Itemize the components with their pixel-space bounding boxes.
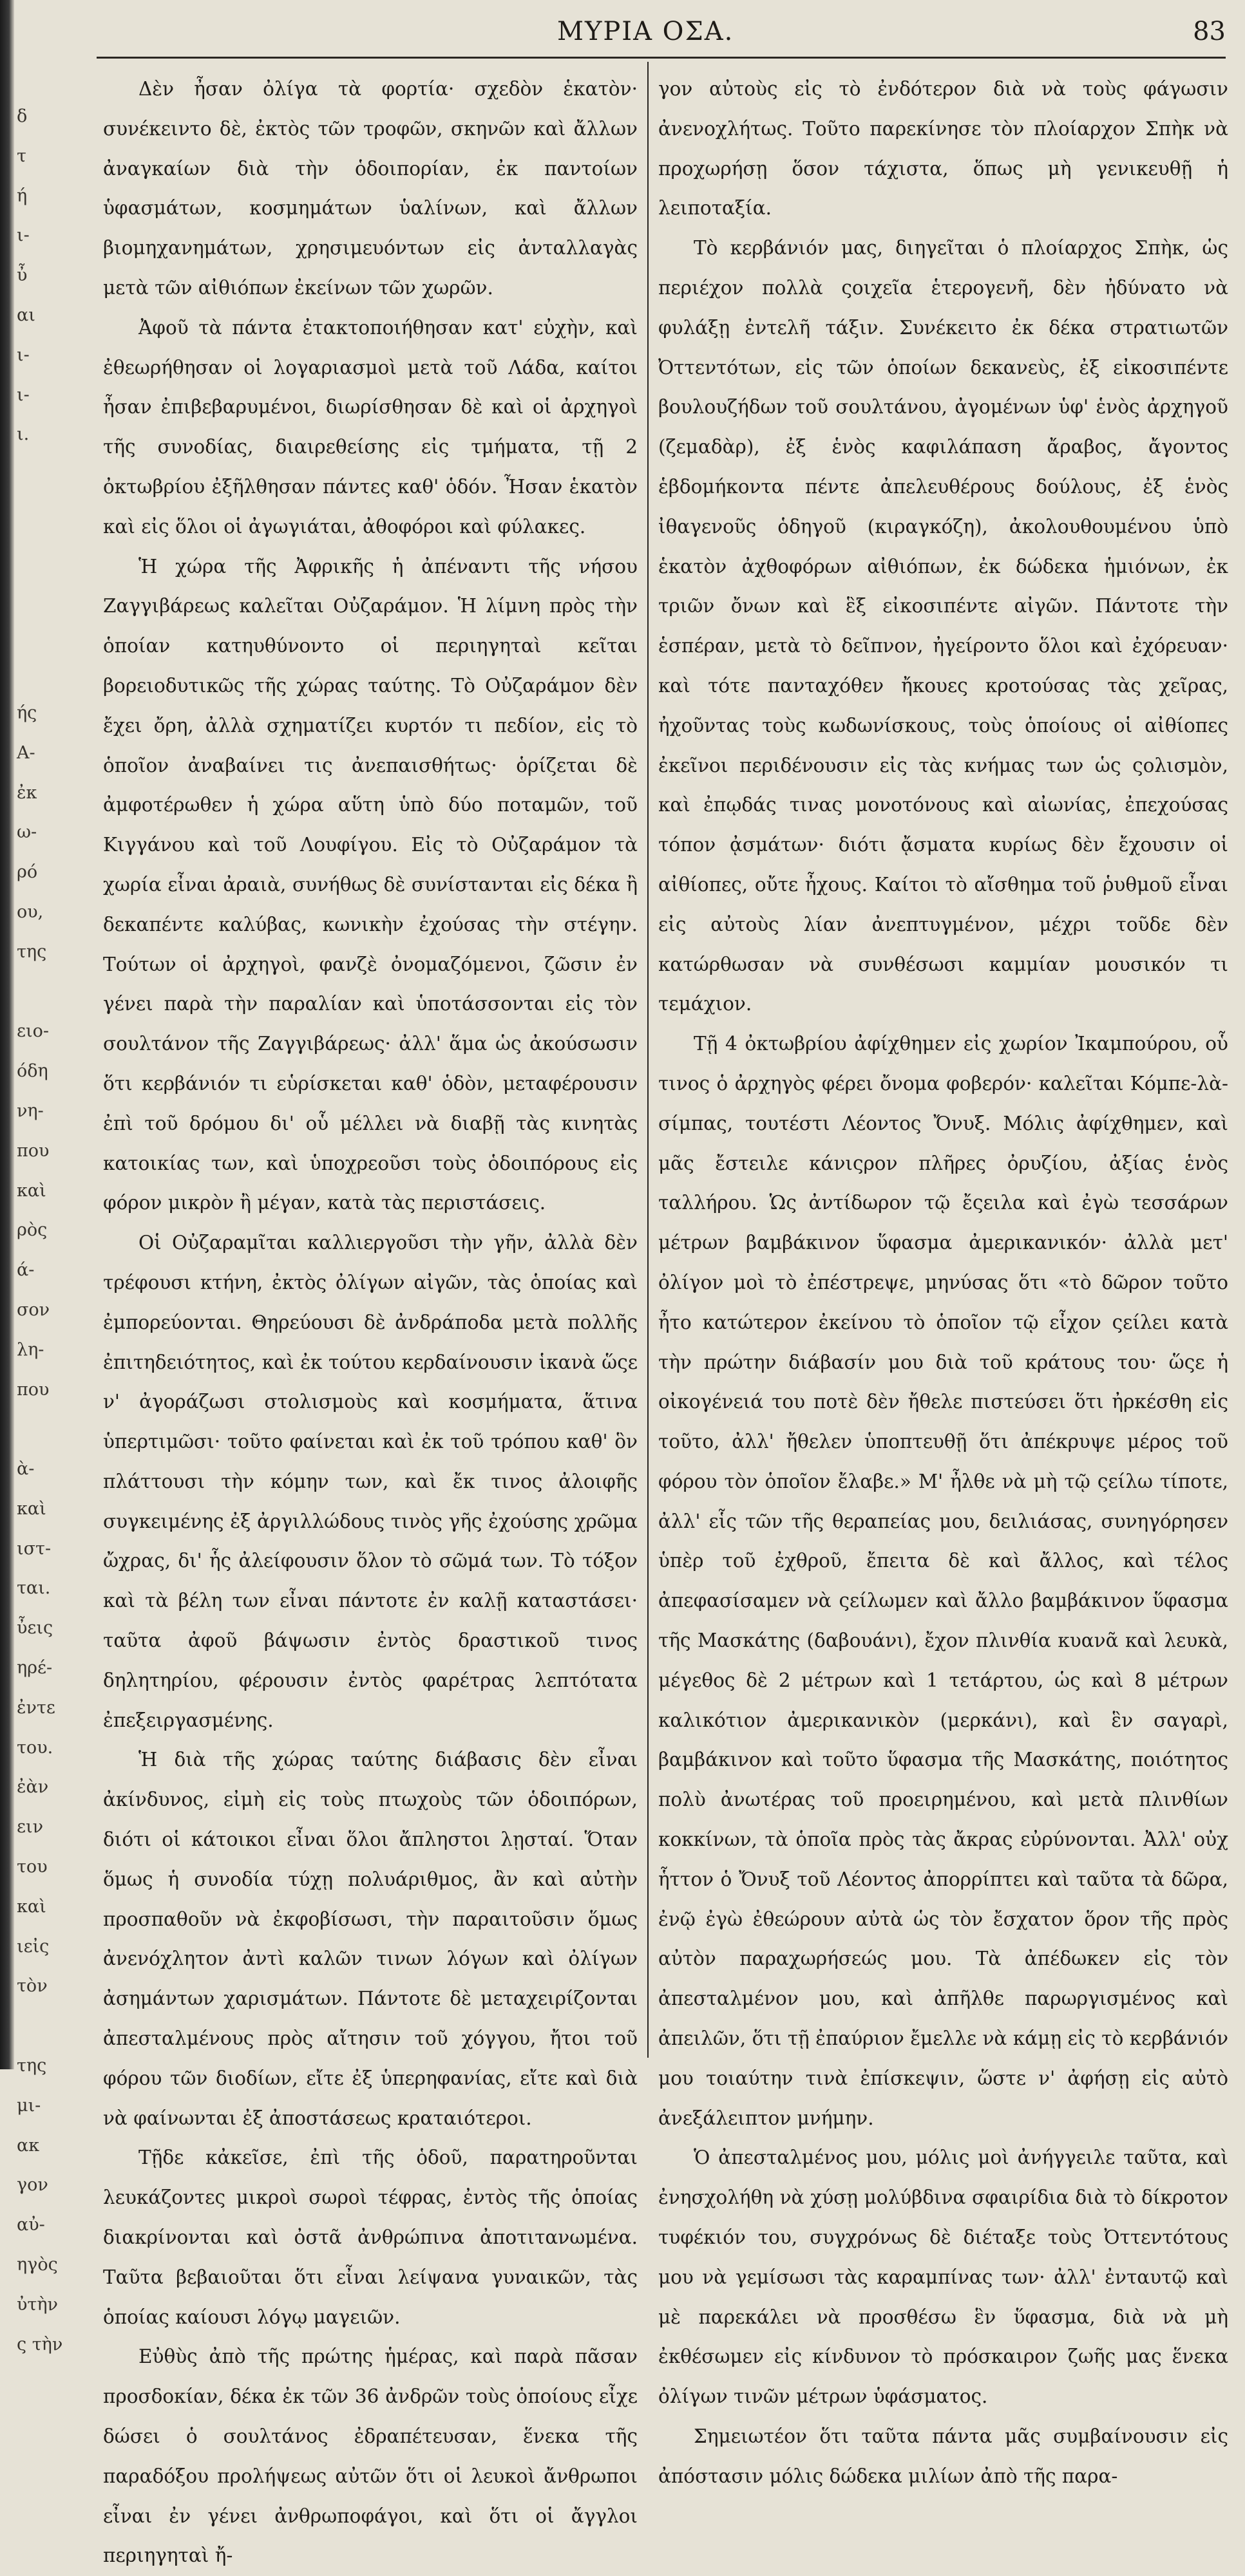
margin-fragment: ά- — [17, 1260, 35, 1281]
margin-fragment: ι. — [17, 424, 30, 445]
paragraph: Ἡ διὰ τῆς χώρας ταύτης διάβασις δὲν εἶναι ἀκίνδυνος, εἰμὴ εἰς τοὺς πτωχοὺς τῶν ὁδοιπόρων, διότι οἱ κάτοικοι εἶναι ὅλοι ἄπληστοι λῃσταί. Ὅταν ὅμως ἡ συνοδία τύχῃ πολυάριθμος, ἂν καὶ αὐτὴν προσπαθοῦν νὰ ἐκφοβίσωσι, τὴν παραιτοῦσιν ὅμως ἀνενόχλητον ἀντὶ καλῶν τινων λόγων καὶ ὀλίγων ἀσημάντων χαρισμάτων. Πάντοτε δὲ μεταχειρίζονται ἀπεσταλμένους πρὸς αἴτησιν τοῦ χόγγου, ἤτοι τοῦ φόρου τῶν διοδίων, εἴτε ἐξ ὑπερηφανίας, εἴτε καὶ διὰ νὰ φαίνωνται ἐξ ἀποστάσεως κραταιότεροι. — [103, 1749, 638, 2129]
margin-fragment: ρὸς — [17, 1220, 48, 1241]
paragraph: Σημειωτέον ὅτι ταῦτα πάντα μᾶς συμβαίνουσιν εἰς ἀπόστασιν μόλις δώδεκα μιλίων ἀπὸ τῆς παρα- — [658, 2425, 1228, 2487]
margin-fragment: ἐντε — [17, 1697, 55, 1718]
margin-fragment: νη- — [17, 1100, 44, 1121]
right-column — [658, 70, 1228, 2487]
margin-fragment: ὐτὴν — [17, 2294, 58, 2315]
margin-fragment: τ — [17, 146, 26, 166]
paragraph: Τὸ κερβάνιόν μας, διηγεῖται ὁ πλοίαρχος Σπὴκ, ὡς περιέχον πολλὰ ςοιχεῖα ἑτερογενῆ, δὲν ἠδύνατο νὰ φυλάξῃ ἐντελῆ τάξιν. Συνέκειτο ἐκ δέκα στρατιωτῶν Ὀττεντότων, εἰς τῶν ὁποίων δεκανεὺς, ἐξ εἰκοσιπέντε βουλουζήδων τοῦ σουλτάνου, ἀγομένων ὑφ' ἑνὸς ἀρχηγοῦ (ζεμαδὰρ), ἐξ ἑνὸς καφιλάπαση ἄραβος, ἄγοντος ἑβδομήκοντα πέντε ἀπελευθέρους δούλους, ἐξ ἑνὸς ἰθαγενοῦς ὁδηγοῦ (κιραγκόζη), ἀκολουθουμένου ὑπὸ ἑκατὸν ἀχθοφόρων αἰθιόπων, ἐκ δώδεκα ἡμιόνων, ἐκ τριῶν ὄνων καὶ ἓξ εἰκοσιπέντε αἰγῶν. Πάντοτε τὴν ἑσπέραν, μετὰ τὸ δεῖπνον, ἠγείροντο ὅλοι καὶ ἐχόρευαν· καὶ τότε πανταχόθεν ἤκουες κροτούσας τὰς χεῖρας, ἠχοῦντας τοὺς κωδωνίσκους, τοὺς ὁποίους οἱ αἰθίοπες ἐκεῖνοι περιδένουσιν εἰς τὰς κνήμας των ὡς ςολισμὸν, καὶ ἐπῳδάς τινας μονοτόνους καὶ αἰωνίας, ἐπεχούσας τόπον ᾀσμάτων· διότι ᾄσματα κυρίως δὲν ἔχουσιν οἱ αἰθίοπες, οὔτε ἦχους. Καίτοι τὸ αἴσθημα τοῦ ῥυθμοῦ εἶναι εἰς αὐτοὺς λίαν ἀνεπτυγμένον, μέχρι τοῦδε δὲν κατώρθωσαν νὰ συνθέσωσι καμμίαν μουσικόν τι τεμάχιον. — [658, 237, 1228, 1015]
margin-fragment: ρό — [17, 862, 38, 883]
margin-fragment: ηρέ- — [17, 1658, 53, 1678]
margin-fragment: του. — [17, 1737, 53, 1758]
margin-fragment: ται. — [17, 1578, 51, 1599]
margin-fragment — [17, 972, 62, 1012]
margin-fragment: Α- — [17, 742, 35, 763]
paragraph: γον αὐτοὺς εἰς τὸ ἐνδότερον διὰ νὰ τοὺς φάγωσιν ἀνενοχλήτως. Τοῦτο παρεκίνησε τὸν πλοίαρχον Σπὴκ νὰ προχωρήσῃ ὅσον τάχιστα, ὅπως μὴ γενικευθῇ ἡ λειποταξία. — [658, 78, 1228, 220]
margin-fragment: ιστ- — [17, 1538, 52, 1559]
page-number: 83 — [1193, 17, 1226, 46]
margin-fragment: ής — [17, 702, 37, 723]
margin-fragment — [17, 653, 62, 693]
margin-fragment: που — [17, 1140, 50, 1161]
paragraph: Ἡ χώρα τῆς Ἀφρικῆς ἡ ἀπέναντι τῆς νήσου Ζαγγιβάρεως καλεῖται Οὐζαράμον. Ἡ λίμνη πρὸς τὴν ὁποίαν κατηυθύνοντο οἱ περιηγηταὶ κεῖται βορειοδυτικῶς τῆς χώρας ταύτης. Τὸ Οὐζαράμον δὲν ἔχει ὄρη, ἀλλὰ σχηματίζει κυρτόν τι πεδίον, εἰς τὸ ὁποῖον ἀναβαίνει τις ἀνεπαισθήτως· ὁρίζεται δὲ ἀμφοτέρωθεν ἡ χώρα αὕτη ὑπὸ δύο ποταμῶν, τοῦ Κιγγάνου καὶ τοῦ Λουφίγου. Εἰς τὸ Οὐζαράμον τὰ χωρία εἶναι ἀραιὰ, συνήθως δὲ συνίστανται εἰς δέκα ἢ δεκαπέντε καλύβας, κωνικὴν ἐχούσας τὴν στέγην. Τούτων οἱ ἀρχηγοὶ, φανζὲ ὀνομαζόμενοι, ζῶσιν ἐν γένει παρὰ τὴν παραλίαν καὶ ὑποτάσσονται εἰς τὸν σουλτάνον τῆς Ζαγγιβάρεως· ἀλλ' ἅμα ὡς ἀκούσωσιν ὅτι κερβάνιόν τι εὑρίσκεται καθ' ὁδὸν, μεταφέρουσιν ἐπὶ τοῦ δρόμου δι' οὗ μέλλει νὰ διαβῇ τὰς κινητὰς κατοικίας των, καὶ ὑποχρεοῦσι τοὺς ὁδοιπόρους εἰς φόρον μικρὸν ἢ μέγαν, κατὰ τὰς περιστάσεις. — [103, 555, 638, 1214]
margin-fragment: μι- — [17, 2095, 41, 2116]
paragraph: Τῇδε κἀκεῖσε, ἐπὶ τῆς ὁδοῦ, παρατηροῦνται λευκάζοντες μικροὶ σωροὶ τέφρας, ἐντὸς τῆς ὁποίας διακρίνονται καὶ ὀστᾶ ἀνθρώπινα ἀποτιτανωμένα. Ταῦτα βεβαιοῦται ὅτι εἶναι λείψανα γυναικῶν, τὰς ὁποίας καίουσι λόγῳ μαγειῶν. — [103, 2147, 638, 2328]
margin-fragment: ι- — [17, 225, 30, 246]
margin-fragment: ς τὴν — [17, 2334, 63, 2355]
margin-fragment — [17, 614, 62, 653]
margin-fragment: ειο- — [17, 1021, 49, 1042]
margin-fragment: καὶ — [17, 1180, 46, 1201]
margin-fragment: τὸν — [17, 1976, 48, 1997]
margin-fragment: ή — [17, 185, 28, 206]
column-divider — [647, 62, 649, 2058]
margin-fragment: του — [17, 1857, 48, 1877]
margin-fragment: της — [17, 941, 47, 962]
paragraph: Εὐθὺς ἀπὸ τῆς πρώτης ἡμέρας, καὶ παρὰ πᾶσαν προσδοκίαν, δέκα ἐκ τῶν 36 ἀνδρῶν τοὺς ὁποίους εἶχε δώσει ὁ σουλτάνος ἐδραπέτευσαν, ἕνεκα τῆς παραδόξου προλήψεως αὐτῶν ὅτι οἱ λευκοὶ ἄνθρωποι εἶναι ἐν γένει ἀνθρωποφάγοι, καὶ ὅτι οἱ ἄγγλοι περιηγηταὶ ἤ- — [103, 2346, 638, 2567]
margin-fragment — [17, 455, 62, 494]
margin-fragment: λη- — [17, 1339, 44, 1360]
running-header — [97, 9, 1226, 54]
margin-fragment — [17, 2006, 62, 2046]
margin-fragment: σον — [17, 1299, 50, 1320]
margin-fragment: ἐὰν — [17, 1777, 49, 1798]
margin-fragment: ὰ- — [17, 1459, 35, 1480]
paragraph: Οἱ Οὐζαραμῖται καλλιεργοῦσι τὴν γῆν, ἀλλὰ δὲν τρέφουσι κτήνη, ἐκτὸς ὀλίγων αἰγῶν, τὰς ὁποίας καὶ ἐμπορεύονται. Θηρεύουσι δὲ ἀνδράποδα μετὰ πολλῆς ἐπιτηδειότητος, καὶ ἐκ τούτου κερδαίνουσιν ἱκανὰ ὥςε ν' ἀγοράζωσι στολισμοὺς καὶ κοσμήματα, ἅτινα ὑπερτιμῶσι· τοῦτο φαίνεται καὶ ἐκ τοῦ τρόπου καθ' ὃν πλάττουσι τὴν κόμην των, καὶ ἔκ τινος ἀλοιφῆς συγκειμένης ἐξ ἀργιλλώδους τινὸς γῆς ἐχούσης χρῶμα ὤχρας, δι' ἧς ἀλείφουσιν ὅλον τὸ σῶμά των. Τὸ τόξον καὶ τὰ βέλη των εἶναι πάντοτε ἐν καλῇ καταστάσει· ταῦτα ἀφοῦ βάψωσιν ἐντὸς δραστικοῦ τινος δηλητηρίου, φέρουσιν ἐντὸς φαρέτρας λεπτότατα ἐπεξειργασμένης. — [103, 1232, 638, 1731]
paragraph: Δὲν ἦσαν ὀλίγα τὰ φορτία· σχεδὸν ἑκατὸν· συνέκειντο δὲ, ἐκτὸς τῶν τροφῶν, σκηνῶν καὶ ἄλλων ἀναγκαίων διὰ τὴν ὁδοιπορίαν, ἐκ παντοίων ὑφασμάτων, κοσμημάτων ὑαλίνων, καὶ ἄλλων βιομηχανημάτων, χρησιμευόντων εἰς ἀνταλλαγὰς μετὰ τῶν αἰθιόπων ἐκείνων τῶν χωρῶν. — [103, 78, 638, 299]
margin-fragment: ὖ — [17, 265, 28, 286]
margin-fragment: γον — [17, 2175, 48, 2195]
margin-fragment — [17, 1409, 62, 1449]
margin-fragment: καὶ — [17, 1498, 46, 1519]
paragraph: Τῇ 4 ὀκτωβρίου ἀφίχθημεν εἰς χωρίον Ἰκαμπούρου, οὗ τινος ὁ ἀρχηγὸς φέρει ὄνομα φοβερόν· καλεῖται Κόμπε-λὰ-σίμπας, τουτέστι Λέοντος Ὄνυξ. Μόλις ἀφίχθημεν, καὶ μᾶς ἔστειλε κάνιςρον πλῆρες ὀρυζίου, ἀξίας ἑνὸς ταλλήρου. Ὡς ἀντίδωρον τῷ ἔςειλα καὶ ἐγὼ τεσσάρων μέτρων βαμβάκινον ὕφασμα ἀμερικανικόν· ἀλλὰ μετ' ὀλίγον μοὶ τὸ ἐπέστρεψε, μηνύσας ὅτι «τὸ δῶρον τοῦτο ἦτο κατώτερον ἐκείνου τὸ ὁποῖον τῷ εἶχον ςείλει κατὰ τὴν πρώτην διάβασίν μου διὰ τοῦ κράτους του· ὥςε ἡ οἰκογένειά του ποτὲ δὲν ἤθελε πιστεύσει ὅτι ἠρκέσθη εἰς τοῦτο, ἀλλ' ἤθελεν ὑποπτευθῇ ὅτι ἀπέκρυψε μέρος τοῦ φόρου τὸν ὁποῖον ἔλαβε.» Μ' ἦλθε νὰ μὴ τῷ ςείλω τίποτε, ἀλλ' εἷς τῶν τῆς θεραπείας μου, δειλιάσας, συνηγόρησεν ὑπὲρ τοῦ ἐχθροῦ, ἔπειτα δὲ καὶ ἄλλος, καὶ τέλος ἀπεφασίσαμεν νὰ ςείλωμεν καὶ ἄλλο βαμβάκινον ὕφασμα τῆς Μασκάτης (δαβουάνι), ἔχον πλινθία κυανᾶ καὶ λευκὰ, μέγεθος δὲ 2 μέτρων καὶ 1 τετάρτου, ὡς καὶ 8 μέτρων καλικότιον ἀμερικανικὸν (μερκάνι), καὶ ἓν σαγαρὶ, βαμβάκινον καὶ τοῦτο ὕφασμα τῆς Μασκάτης, ποιότητος πολὺ ἀνωτέρας τοῦ προειρημένου, καὶ μετὰ πλινθίων κοκκίνων, τὰ ὁποῖα πρὸς τὰς ἄκρας εὐρύνονται. Ἀλλ' οὐχ ἧττον ὁ Ὄνυξ τοῦ Λέοντος ἀπορρίπτει καὶ ταῦτα τὰ δῶρα, ἐνῷ ἐγὼ ἐθεώρουν αὐτὰ ὡς τὸν ἔσχατον ὅρον τῆς πρὸς αὐτὸν παραχωρήσεώς μου. Τὰ ἀπέδωκεν εἰς τὸν ἀπεσταλμένον μου, καὶ ἀπῆλθε παρωργισμένος καὶ ἀπειλῶν, ὅτι τῇ ἐπαύριον ἔμελλε νὰ κάμῃ εἰς τὸ κερβάνιόν μου τοιαύτην τινὰ ἐπίσκεψιν, ὥστε ν' ἀφήσῃ εἰς αὐτὸ ἀνεξάλειπτον μνήμην. — [658, 1033, 1228, 2129]
running-title: ΜΥΡΙΑ ΟΣΑ. — [557, 17, 734, 46]
margin-fragment — [17, 494, 62, 534]
margin-fragment: ι- — [17, 384, 30, 405]
margin-fragment: ἐκ — [17, 782, 37, 803]
margin-fragment: αι — [17, 305, 35, 325]
margin-fragment — [17, 574, 62, 614]
previous-page-margin-fragments — [17, 97, 63, 2355]
margin-fragment: ὖεις — [17, 1618, 53, 1639]
margin-fragment — [17, 534, 62, 574]
margin-fragment: ω- — [17, 822, 37, 843]
margin-fragment: ιεἰς — [17, 1936, 50, 1957]
margin-fragment: ι- — [17, 344, 30, 365]
left-column — [103, 70, 638, 2567]
margin-fragment: καὶ — [17, 1896, 46, 1917]
margin-fragment: ηγὸς — [17, 2255, 58, 2275]
margin-fragment: ακ — [17, 2135, 40, 2156]
margin-fragment: δ — [17, 106, 28, 126]
margin-fragment: ειν — [17, 1817, 43, 1838]
margin-fragment: όδη — [17, 1061, 48, 1082]
margin-fragment: αὐ- — [17, 2215, 45, 2235]
paragraph: Ἀφοῦ τὰ πάντα ἐτακτοποιήθησαν κατ' εὐχὴν, καὶ ἐθεωρήθησαν οἱ λογαριασμοὶ μετὰ τοῦ Λάδα, καίτοι ἦσαν ἐπιβεβαρυμένοι, διωρίσθησαν δὲ καὶ οἱ ἀρχηγοὶ τῆς συνοδίας, διαιρεθείσης εἰς τμήματα, τῇ 2 ὀκτωβρίου ἐξῆλθησαν πάντες καθ' ὁδόν. Ἦσαν ἑκατὸν καὶ εἰς ὅλοι οἱ ἀγωγιάται, ἀθοφόροι καὶ φύλακες. — [103, 316, 638, 538]
paragraph: Ὁ ἀπεσταλμένος μου, μόλις μοὶ ἀνήγγειλε ταῦτα, καὶ ἐνησχολήθη νὰ χύσῃ μολύβδινα σφαιρίδια διὰ τὸ δίκροτον τυφέκιόν του, συγχρόνως δὲ διέταξε τοὺς Ὀττεντότους μου νὰ γεμίσωσι τὰς καραμπίνας των· ἀλλ' ἐνταυτῷ καὶ μὲ παρεκάλει νὰ προσθέσω ἓν ὕφασμα, διὰ νὰ μὴ ἐκθέσωμεν εἰς κίνδυνον τὸ πρόσκαιρον ζωῆς μας ἕνεκα ὀλίγων τινῶν μέτρων ὑφάσματος. — [658, 2147, 1228, 2408]
margin-fragment: ου, — [17, 901, 44, 922]
scan-binding-edge — [0, 0, 14, 2069]
margin-fragment: της — [17, 2056, 47, 2076]
margin-fragment: που — [17, 1379, 50, 1400]
header-rule — [97, 57, 1226, 59]
